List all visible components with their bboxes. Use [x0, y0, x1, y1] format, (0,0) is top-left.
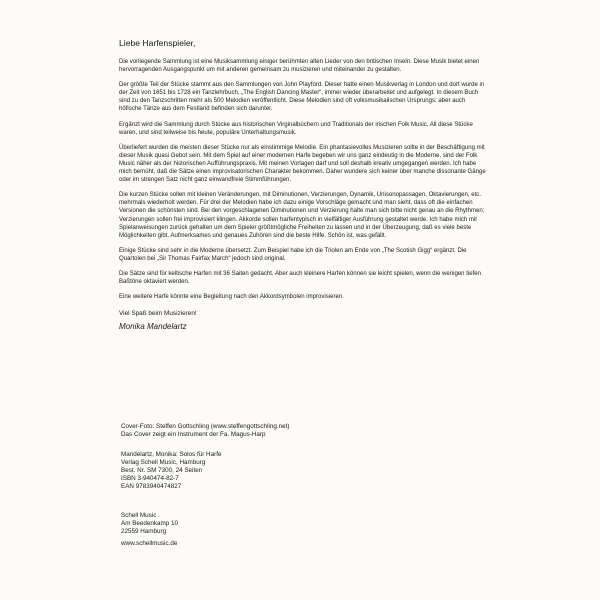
publication-info — [121, 451, 421, 491]
paragraph-accompaniment: Eine weitere Harfe könnte eine Begleitung nach den Akkordsymbolen improvisieren. — [119, 294, 344, 301]
closing-line: Viel Spaß beim Musizieren! — [119, 310, 197, 318]
publisher-address — [121, 512, 421, 536]
letter-body — [119, 38, 487, 332]
paragraph-modern: Einige Stücke sind sehr in die Moderne übersetzt. Zum Beispiel habe ich die Triolen am Ende von „The Scotish Gigg“ ergänzt. Die Quartolen bei „Sir Thomas Fairfax March“ jedoch sind original. — [119, 247, 467, 262]
cover-instrument-note: Das Cover zeigt ein Instrument der Fa. Magus-Harp — [121, 430, 266, 438]
website-url: www.schellmusic.de — [121, 540, 178, 547]
greeting: Liebe Harfenspieler, — [119, 38, 196, 48]
cover-credit — [121, 423, 421, 439]
signature: Monika Mandelartz — [119, 322, 187, 332]
order-number: Best. Nr. SM 7300, 24 Seiten — [121, 466, 203, 474]
address-company: Schell Music — [121, 512, 157, 519]
paragraph-tradition: Überliefert wurden die meisten dieser Stücke nur als einstimmige Melodie. Ein phantasievolles Musizieren sollte in der Beschäftigung mit dieser Musik quasi Gebot sein. Mit dem Spiel auf einer modernen Harfe begeben wir uns ganz eindeutig in die Moderne, sind der Folk Music näher als der historischen Aufführungspraxis. Mit meinen Vorlagen darf und soll deshalb kreativ umgegangen werden. Ich habe mich bemüht, daß die Sätze einen improvisatorischen Charakter bekommen. Daher wundere sich keiner über manche dissonante Gänge oder im strengen Satz nicht ganz einwandfreie Stimmführungen. — [119, 144, 486, 184]
publication-title: Mandelartz, Monika: Solos für Harfe — [121, 451, 222, 458]
cover-photo-credit: Cover-Foto: Steffen Gottschling (www.steffengottschling.net) — [121, 423, 290, 430]
address-city: 22559 Hamburg — [121, 527, 167, 535]
paragraph-playford: Der größte Teil der Stücke stammt aus den Sammlungen von John Playford. Dieser hatte einen Musikverlag in London und dort wurde in der Zeit von 1651 bis 1728 ein Tanzlehrbuch, „The English Dancing Master“, immer wieder überarbeitet und aufgelegt. In diesem Buch sind zu den Tanzschritten mehr als 500 Melodien veröffentlicht. Diese Melodien sind oft volksmusikalischen Ursprungs; aber auch höfische Tänze aus dem Festland befinden sich darunter. — [119, 82, 485, 113]
address-street: Am Beedenkamp 10 — [121, 519, 179, 527]
paragraph-intro: Die vorliegende Sammlung ist eine Musiksammlung einiger berühmten alten Lieder von den britischen Inseln. Diese Musik bietet einen hervorragenden Ausgangspunkt um mit anderen gemeinsam zu musizieren und miteinander zu gestalten. — [119, 59, 480, 74]
paragraph-variations: Die kurzen Stücke sollen mit kleinen Veränderungen, mit Diminutionen, Verzierungen, Dynamik, Unisonopassagen, Oktavierungen, etc. mehrmals wiederholt werden. Für drei der Melodien habe ich dazu einige Vorschläge gemacht und man sieht, dass oft die einfachen Versionen die schönsten sind. Bei den vorgeschlagenen Diminutionen und Verzierung halte man sich bitte nicht genau an die Rhythmen; Verzierungen sollen frei improvisiert klingen. Akkorde sollen harfentypisch in vielfältiger Ausführung gestaltet werde. Ich habe mich mit Spielanweisungen zurück gehalten um dem Spieler größtmögliche Freiheiten zu lassen und in der Überzeugung, daß es viele beste Möglichkeiten gibt. Aufmerksames und genaues Zuhören sind die beste Hilfe. Schön ist, was gefällt. — [119, 192, 485, 239]
isbn: ISBN 3-940474-82-7 — [121, 474, 179, 482]
ean: EAN 9783940474827 — [121, 482, 182, 490]
website-block — [121, 540, 421, 548]
publisher: Verlag Schell Music, Hamburg — [121, 458, 206, 466]
paragraph-harps: Die Sätze sind für keltische Harfen mit 36 Saiten gedacht. Aber auch kleinere Harfen können sie leicht spielen, wenn die wenigen tiefen Baßtöne oktaviert werden. — [119, 270, 482, 286]
paragraph-virginal: Ergänzt wird die Sammlung durch Stücke aus historischen Virginalbüchern und Traditionals der irischen Folk Music. All diese Stücke waren, und sind teilweise bis heute, populäre Unterhaltungsmusik. — [119, 121, 473, 136]
